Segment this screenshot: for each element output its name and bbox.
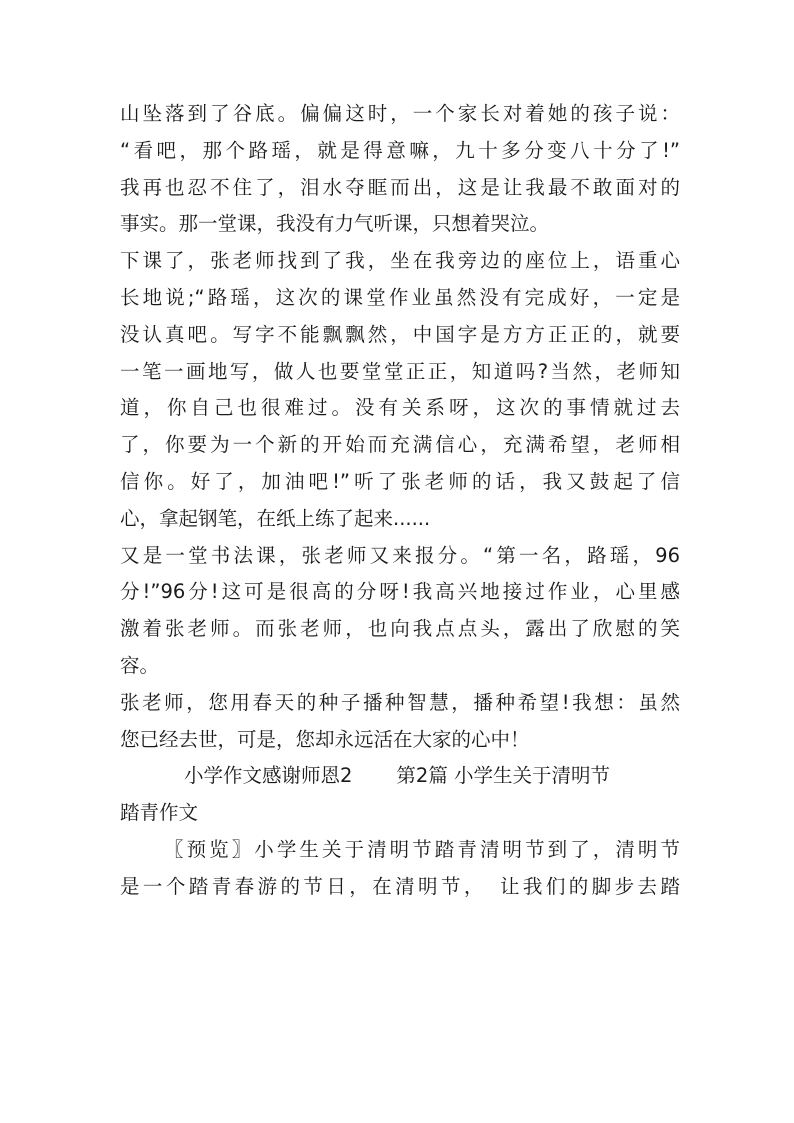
text-line: 我再也忍不住了，泪水夺眶而出，这是让我最不敢面对的 xyxy=(120,175,680,199)
heading-subtitle: 第2篇 小学生关于清明节 xyxy=(396,764,611,788)
heading-title: 小学作文感谢师恩2 xyxy=(184,764,353,788)
text-line: 长地说;“路瑶，这次的课堂作业虽然没有完成好，一定是 xyxy=(120,285,680,309)
text-line: 又是一堂书法课，张老师又来报分。“第一名，路瑶，96 xyxy=(120,543,680,567)
text-line: “看吧，那个路瑶，就是得意嘛，九十多分变八十分了!” xyxy=(120,138,680,162)
text-line: 心，拿起钢笔，在纸上练了起来...... xyxy=(120,506,431,530)
text-line: 信你。好了，加油吧!”听了张老师的话，我又鼓起了信 xyxy=(120,469,680,493)
text-line: 〖预览〗小学生关于清明节踏青清明节到了，清明节 xyxy=(164,837,680,861)
section-heading xyxy=(120,758,680,832)
text-line: 容。 xyxy=(120,653,160,677)
text-line: 下课了，张老师找到了我，坐在我旁边的座位上，语重心 xyxy=(120,249,680,273)
heading-line xyxy=(120,758,680,795)
heading-line-2: 踏青作文 xyxy=(120,801,199,825)
document-body xyxy=(120,96,680,906)
text-line: 了，你要为一个新的开始而充满信心，充满希望，老师相 xyxy=(120,433,680,457)
paragraph-4 xyxy=(120,685,680,759)
text-line: 没认真吧。写字不能飘飘然，中国字是方方正正的，就要 xyxy=(120,322,680,346)
paragraph-3 xyxy=(120,538,680,685)
paragraph-1 xyxy=(120,96,680,243)
text-line: 张老师，您用春天的种子播种智慧，播种希望!我想：虽然 xyxy=(120,690,680,714)
text-line: 一笔一画地写，做人也要堂堂正正，知道吗?当然，老师知 xyxy=(120,359,680,383)
text-line: 激着张老师。而张老师，也向我点点头，露出了欣慰的笑 xyxy=(120,617,680,641)
text-line: 道，你自己也很难过。没有关系呀，这次的事情就过去 xyxy=(120,396,680,420)
paragraph-5 xyxy=(120,832,680,906)
paragraph-2 xyxy=(120,243,680,537)
text-line: 是一个踏青春游的节日，在清明节， 让我们的脚步去踏 xyxy=(120,874,680,898)
text-line: 山坠落到了谷底。偏偏这时，一个家长对着她的孩子说： xyxy=(120,102,680,125)
text-line: 分!”96分!这可是很高的分呀!我高兴地接过作业，心里感 xyxy=(120,580,680,604)
text-line: 您已经去世，可是，您却永远活在大家的心中！ xyxy=(120,727,530,751)
text-line: 事实。那一堂课，我没有力气听课，只想着哭泣。 xyxy=(120,212,550,236)
